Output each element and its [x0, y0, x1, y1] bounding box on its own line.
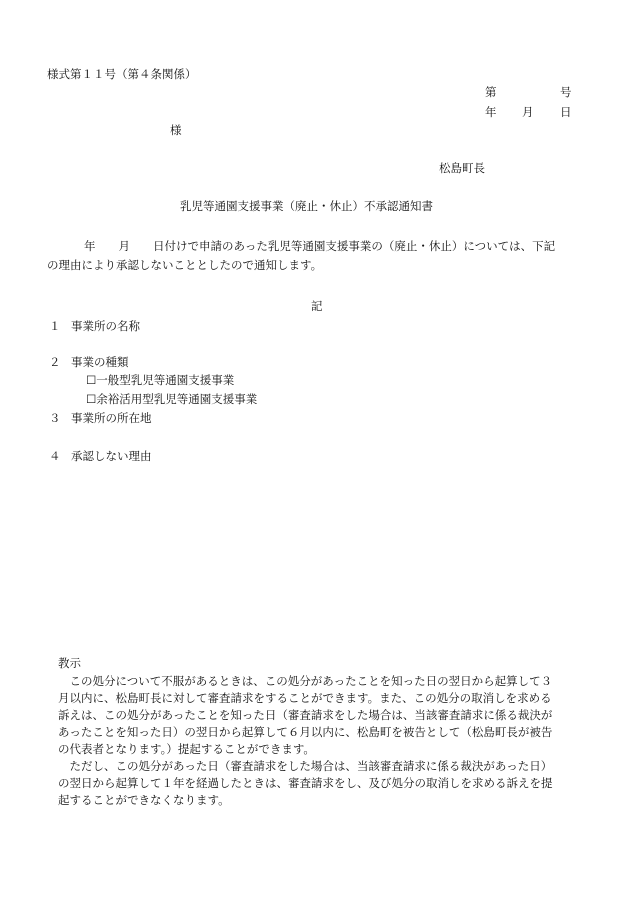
notice-paragraph-2-line: の翌日から起算して１年を経過したときは、審査請求をし、及び処分の取消しを求める訴えを提 [58, 776, 553, 790]
item-3-number: ３ [49, 411, 61, 425]
body-paragraph-line2: の理由により承認しないこととしたので通知します。 [47, 258, 323, 272]
issuer-name: 松島町長 [439, 161, 485, 175]
notice-paragraph-1-line: 月以内に、松島町長に対して審査請求をすることができます。また、この処分の取消しを求める [58, 691, 552, 705]
notice-paragraph-2-line: 起することができなくなります。 [58, 793, 230, 807]
document-number-suffix: 号 [560, 85, 572, 99]
item-2-number: ２ [49, 355, 61, 369]
document-title: 乳児等通園支援事業（廃止・休止）不承認通知書 [180, 199, 433, 213]
item-3-label: 事業所の所在地 [71, 411, 152, 425]
item-4-number: ４ [49, 449, 61, 463]
addressee-suffix: 様 [170, 123, 182, 137]
notice-paragraph-2-line: ただし、この処分があった日（審査請求をした場合は、当該審査請求に係る裁決があった日） [58, 759, 553, 773]
item-4-label: 承認しない理由 [71, 449, 152, 463]
notice-paragraph-1-line: の代表者となります。）提起することができます。 [58, 742, 315, 756]
date-day: 日 [560, 105, 572, 119]
item-1-label: 事業所の名称 [71, 319, 140, 333]
checkbox-surplus-type: ☐余裕活用型乳児等通園支援事業 [86, 392, 258, 406]
notice-paragraph-1-line: 訴えは、この処分があったことを知った日（審査請求をした場合は、当該審査請求に係る裁決が [58, 708, 553, 722]
notice-paragraph-1-line: あったことを知った日）の翌日から起算して６月以内に、松島町を被告として（松島町長が被告 [58, 725, 553, 739]
document-number-prefix: 第 [485, 85, 497, 99]
date-month: 月 [522, 105, 534, 119]
item-2-label: 事業の種類 [71, 355, 129, 369]
date-year: 年 [485, 105, 497, 119]
form-number: 様式第１１号（第４条関係） [47, 67, 197, 81]
body-paragraph-line1: 年 月 日付けで申請のあった乳児等通園支援事業の（廃止・休止）については、下記 [84, 239, 556, 253]
checkbox-general-type: ☐一般型乳児等通園支援事業 [86, 373, 235, 387]
notice-heading: 教示 [58, 656, 81, 670]
ki-heading: 記 [311, 299, 323, 313]
item-1-number: １ [49, 319, 61, 333]
notice-paragraph-1-line: この処分について不服があるときは、この処分があったことを知った日の翌日から起算して３ [58, 674, 553, 688]
